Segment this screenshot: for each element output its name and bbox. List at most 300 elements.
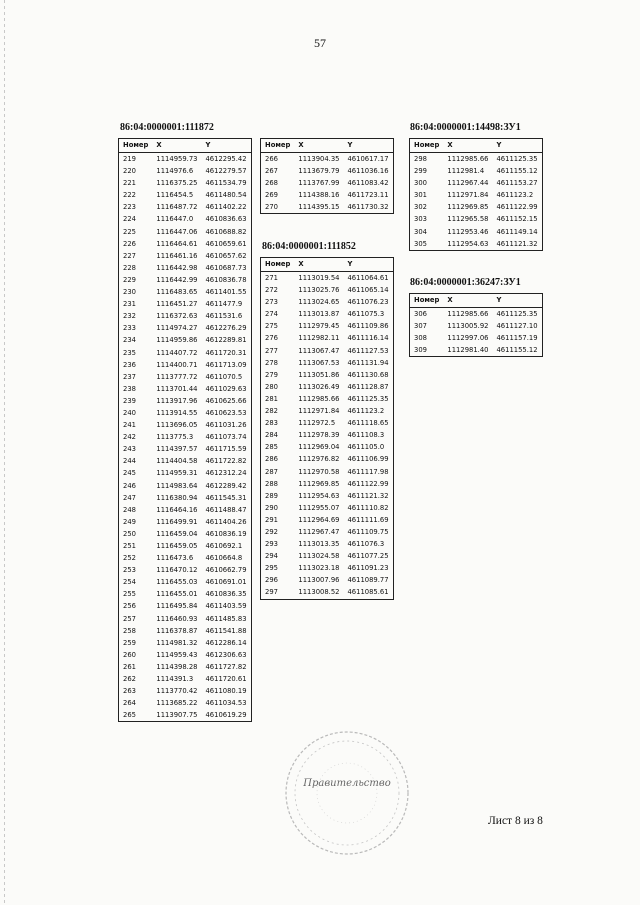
cell-number: 248: [123, 505, 136, 514]
cell-x: 1112981.4: [447, 167, 485, 176]
table-row: [410, 153, 543, 166]
cell-x: 1116451.27: [156, 300, 198, 309]
cell-x: 1112954.63: [447, 239, 489, 248]
cell-x: 1116455.01: [156, 590, 198, 599]
cell-x: 1112969.85: [447, 203, 489, 212]
cell-y: 4611077.25: [347, 552, 389, 561]
cell-y: 4611110.82: [347, 503, 389, 512]
table-row: [261, 165, 394, 177]
table-row: [119, 359, 252, 371]
cell-number: 292: [265, 527, 278, 536]
cell-x: 1116473.6: [156, 554, 194, 563]
cell-x: 1114398.28: [156, 662, 198, 671]
cell-y: 4611064.61: [347, 274, 389, 282]
table-row: [119, 189, 252, 201]
cell-y: 4611029.63: [205, 384, 247, 393]
cell-x: 1113904.35: [298, 155, 340, 163]
cell-number: 269: [265, 191, 278, 200]
cell-y: 4610687.73: [205, 263, 247, 272]
cell-y: 4610657.62: [205, 251, 247, 260]
header-x: X: [443, 139, 492, 153]
table-row: [410, 308, 543, 321]
cell-number: 286: [265, 455, 278, 464]
table-row: [119, 371, 252, 383]
cell-y: 4610623.53: [205, 408, 247, 417]
table-row: [261, 345, 394, 357]
cell-y: 4610625.66: [205, 396, 247, 405]
cell-x: 1113914.55: [156, 408, 198, 417]
header-x: X: [443, 294, 492, 308]
cell-number: 279: [265, 370, 278, 379]
cell-x: 1113024.65: [298, 298, 340, 307]
table-row: [119, 516, 252, 528]
cell-number: 295: [265, 564, 278, 573]
cell-number: 219: [123, 155, 136, 163]
table-row: [119, 286, 252, 298]
cell-y: 4612279.57: [205, 167, 247, 176]
table-row: [261, 586, 394, 599]
table-row: [119, 576, 252, 588]
table-row: [119, 407, 252, 419]
cell-y: 4611722.82: [205, 457, 247, 466]
coordinates-table-14498-zu1: [409, 138, 543, 251]
cell-x: 1112982.11: [298, 334, 340, 343]
table-row: [119, 661, 252, 673]
cell-number: 259: [123, 638, 136, 647]
cell-y: 4610617.17: [347, 155, 389, 163]
table-header-row: [410, 139, 543, 153]
cell-y: 4611117.98: [347, 467, 389, 476]
cell-number: 242: [123, 433, 136, 442]
cell-number: 273: [265, 298, 278, 307]
cell-number: 266: [265, 155, 278, 163]
cell-y: 4612306.63: [205, 650, 247, 659]
coordinates-table-111852: [260, 257, 394, 600]
cell-x: 1114400.71: [156, 360, 198, 369]
header-y: Y: [343, 139, 393, 153]
cell-number: 260: [123, 650, 136, 659]
page-number: 57: [314, 36, 326, 50]
cell-x: 1114407.72: [156, 348, 198, 357]
coordinates-table-111872-continued: [260, 138, 394, 214]
cell-y: 4610836.19: [205, 529, 247, 538]
cell-x: 1112985.66: [447, 155, 489, 163]
cell-y: 4612286.14: [205, 638, 247, 647]
cell-number: 305: [414, 239, 427, 248]
table-row: [119, 334, 252, 346]
cell-number: 251: [123, 542, 136, 550]
cell-x: 1112967.47: [298, 527, 340, 536]
cell-y: 4611121.32: [496, 239, 538, 248]
table-row: [410, 226, 543, 238]
table-row: [119, 504, 252, 516]
table-row: [261, 153, 394, 166]
header-number: Номер: [410, 139, 444, 153]
cell-x: 1112965.58: [447, 215, 489, 224]
cell-number: 249: [123, 517, 136, 526]
cell-y: 4612289.42: [205, 481, 247, 490]
cell-y: 4611480.54: [205, 191, 247, 200]
cell-number: 256: [123, 602, 136, 611]
cell-x: 1112985.66: [298, 394, 340, 403]
table-row: [261, 478, 394, 490]
cell-number: 288: [265, 479, 278, 488]
table-row: [261, 514, 394, 526]
cell-y: 4611485.83: [205, 614, 247, 623]
cell-x: 1116470.12: [156, 566, 198, 575]
table-row: [261, 453, 394, 465]
table-header-row: [261, 258, 394, 272]
parcel-title-14498-zu1: 86:04:0000001:14498:ЗУ1: [410, 122, 521, 133]
cell-x: 1112979.45: [298, 322, 340, 331]
table-row: [119, 262, 252, 274]
cell-x: 1112967.44: [447, 179, 489, 188]
cell-x: 1113679.79: [298, 167, 340, 176]
cell-number: 232: [123, 312, 136, 321]
cell-x: 1114404.58: [156, 457, 198, 466]
cell-number: 268: [265, 179, 278, 188]
cell-y: 4611065.14: [347, 286, 389, 295]
table-row: [119, 213, 252, 225]
table-row: [410, 320, 543, 332]
table-row: [119, 298, 252, 310]
cell-x: 1116464.61: [156, 239, 198, 248]
table-row: [261, 405, 394, 417]
cell-number: 233: [123, 324, 136, 333]
cell-x: 1114388.16: [298, 191, 340, 200]
table-row: [119, 528, 252, 540]
cell-y: 4611111.69: [347, 515, 389, 524]
table-row: [261, 189, 394, 201]
cell-y: 4611116.14: [347, 334, 389, 343]
cell-x: 1116378.87: [156, 626, 198, 635]
cell-y: 4611118.65: [347, 419, 389, 428]
table-row: [261, 381, 394, 393]
cell-y: 4612295.42: [205, 155, 247, 163]
table-row: [119, 419, 252, 431]
cell-x: 1116375.25: [156, 179, 198, 188]
cell-x: 1114976.6: [156, 167, 194, 176]
cell-x: 1113005.92: [447, 322, 489, 331]
cell-number: 291: [265, 515, 278, 524]
cell-x: 1112954.63: [298, 491, 340, 500]
cell-x: 1112985.66: [447, 310, 489, 318]
cell-x: 1113051.86: [298, 370, 340, 379]
cell-y: 4611123.2: [496, 191, 534, 200]
cell-number: 296: [265, 576, 278, 585]
table-row: [119, 431, 252, 443]
table-row: [119, 455, 252, 467]
cell-y: 4611125.35: [347, 394, 389, 403]
table-row: [119, 274, 252, 286]
table-row: [119, 685, 252, 697]
cell-y: 4611076.23: [347, 298, 389, 307]
cell-y: 4612312.24: [205, 469, 247, 478]
cell-y: 4611404.26: [205, 517, 247, 526]
cell-number: 272: [265, 286, 278, 295]
cell-x: 1116461.16: [156, 251, 198, 260]
cell-x: 1113067.53: [298, 358, 340, 367]
table-row: [261, 574, 394, 586]
cell-number: 284: [265, 431, 278, 440]
table-row: [261, 466, 394, 478]
cell-number: 306: [414, 310, 427, 318]
cell-y: 4610664.8: [205, 554, 243, 563]
cell-x: 1114391.3: [156, 675, 194, 684]
table-row: [410, 332, 543, 344]
cell-y: 4611036.16: [347, 167, 389, 176]
table-row: [119, 153, 252, 166]
cell-y: 4610619.29: [205, 711, 247, 720]
cell-x: 1113767.99: [298, 179, 340, 188]
table-row: [119, 177, 252, 189]
coordinates-table-36247-zu1: [409, 293, 543, 357]
cell-y: 4611727.82: [205, 662, 247, 671]
cell-x: 1113685.22: [156, 699, 198, 708]
table-row: [119, 625, 252, 637]
cell-y: 4612289.81: [205, 336, 247, 345]
table-row: [119, 564, 252, 576]
cell-y: 4611153.27: [496, 179, 538, 188]
cell-y: 4611108.3: [347, 431, 385, 440]
cell-y: 4611122.99: [347, 479, 389, 488]
cell-y: 4611157.19: [496, 334, 538, 343]
cell-x: 1116460.93: [156, 614, 198, 623]
table-row: [261, 272, 394, 285]
cell-x: 1113024.58: [298, 552, 340, 561]
cell-y: 4611123.2: [347, 407, 385, 416]
cell-y: 4611106.99: [347, 455, 389, 464]
table-row: [261, 550, 394, 562]
cell-x: 1113775.3: [156, 433, 194, 442]
sheet-number: Лист 8 из 8: [488, 815, 543, 827]
cell-x: 1112981.40: [447, 346, 489, 355]
cell-y: 4611105.0: [347, 443, 385, 452]
cell-y: 4611121.32: [347, 491, 389, 500]
cell-number: 304: [414, 227, 427, 236]
cell-number: 236: [123, 360, 136, 369]
table-row: [119, 600, 252, 612]
cell-x: 1114959.31: [156, 469, 198, 478]
cell-x: 1112955.07: [298, 503, 340, 512]
cell-number: 245: [123, 469, 136, 478]
header-number: Номер: [119, 139, 153, 153]
cell-number: 220: [123, 167, 136, 176]
cell-number: 252: [123, 554, 136, 563]
table-row: [410, 165, 543, 177]
cell-x: 1116447.0: [156, 215, 194, 224]
table-row: [119, 443, 252, 455]
cell-x: 1114974.27: [156, 324, 198, 333]
cell-x: 1113008.52: [298, 588, 340, 597]
cell-y: 4611155.12: [496, 346, 538, 355]
cell-x: 1113013.35: [298, 540, 340, 549]
cell-y: 4611715.59: [205, 445, 247, 454]
cell-number: 261: [123, 662, 136, 671]
cell-number: 264: [123, 699, 136, 708]
stamp-text: Правительство: [303, 778, 391, 789]
cell-number: 270: [265, 203, 278, 212]
table-row: [261, 538, 394, 550]
cell-y: 4611401.55: [205, 288, 247, 297]
cell-number: 278: [265, 358, 278, 367]
cell-number: 283: [265, 419, 278, 428]
table-row: [119, 383, 252, 395]
header-y: Y: [201, 139, 251, 153]
cell-y: 4611083.42: [347, 179, 389, 188]
cell-y: 4611122.99: [496, 203, 538, 212]
cell-y: 4611541.88: [205, 626, 247, 635]
cell-number: 230: [123, 288, 136, 297]
table-row: [261, 332, 394, 344]
parcel-title-111852: 86:04:0000001:111852: [262, 241, 356, 252]
cell-number: 234: [123, 336, 136, 345]
cell-number: 228: [123, 263, 136, 272]
cell-number: 282: [265, 407, 278, 416]
cell-number: 222: [123, 191, 136, 200]
cell-y: 4611531.6: [205, 312, 243, 321]
table-row: [119, 649, 252, 661]
cell-y: 4611073.74: [205, 433, 247, 442]
cell-number: 238: [123, 384, 136, 393]
cell-number: 263: [123, 687, 136, 696]
cell-y: 4611477.9: [205, 300, 243, 309]
cell-y: 4611131.94: [347, 358, 389, 367]
cell-x: 1116483.65: [156, 288, 198, 297]
official-stamp: [282, 728, 412, 862]
cell-y: 4611109.86: [347, 322, 389, 331]
cell-number: 235: [123, 348, 136, 357]
table-row: [261, 393, 394, 405]
table-row: [119, 492, 252, 504]
header-x: X: [152, 139, 201, 153]
cell-number: 294: [265, 552, 278, 561]
cell-x: 1116499.91: [156, 517, 198, 526]
coordinates-table-111872: [118, 138, 252, 722]
cell-y: 4611720.61: [205, 675, 247, 684]
cell-number: 262: [123, 675, 136, 684]
cell-number: 255: [123, 590, 136, 599]
cell-x: 1116442.98: [156, 263, 198, 272]
cell-x: 1112971.84: [298, 407, 340, 416]
table-row: [119, 201, 252, 213]
cell-number: 285: [265, 443, 278, 452]
cell-y: 4611070.5: [205, 372, 243, 381]
cell-x: 1113777.72: [156, 372, 198, 381]
cell-y: 4611545.31: [205, 493, 247, 502]
table-row: [119, 250, 252, 262]
cell-number: 229: [123, 275, 136, 284]
table-row: [261, 296, 394, 308]
cell-y: 4611075.3: [347, 310, 385, 319]
cell-x: 1114395.15: [298, 203, 340, 212]
header-y: Y: [343, 258, 393, 272]
cell-number: 221: [123, 179, 136, 188]
table-row: [261, 562, 394, 574]
cell-x: 1116459.04: [156, 529, 198, 538]
table-row: [119, 226, 252, 238]
table-row: [119, 552, 252, 564]
cell-x: 1116447.06: [156, 227, 198, 236]
table-row: [119, 238, 252, 250]
cell-number: 301: [414, 191, 427, 200]
cell-number: 298: [414, 155, 427, 163]
table-row: [261, 284, 394, 296]
cell-number: 287: [265, 467, 278, 476]
cell-y: 4611109.75: [347, 527, 389, 536]
cell-y: 4611155.12: [496, 167, 538, 176]
cell-number: 247: [123, 493, 136, 502]
cell-y: 4610662.79: [205, 566, 247, 575]
cell-number: 223: [123, 203, 136, 212]
cell-x: 1113907.75: [156, 711, 198, 720]
table-row: [261, 441, 394, 453]
cell-number: 237: [123, 372, 136, 381]
cell-x: 1116442.99: [156, 275, 198, 284]
cell-number: 250: [123, 529, 136, 538]
table-row: [261, 429, 394, 441]
table-row: [119, 467, 252, 479]
cell-y: 4611488.47: [205, 505, 247, 514]
cell-number: 253: [123, 566, 136, 575]
table-row: [119, 697, 252, 709]
cell-number: 293: [265, 540, 278, 549]
cell-x: 1113025.76: [298, 286, 340, 295]
header-number: Номер: [261, 139, 295, 153]
cell-y: 4611127.10: [496, 322, 538, 331]
cell-number: 258: [123, 626, 136, 635]
cell-x: 1112997.06: [447, 334, 489, 343]
cell-x: 1114959.43: [156, 650, 198, 659]
header-number: Номер: [261, 258, 295, 272]
cell-x: 1113696.05: [156, 421, 198, 430]
table-header-row: [119, 139, 252, 153]
cell-x: 1114959.86: [156, 336, 198, 345]
header-x: X: [294, 258, 343, 272]
cell-y: 4610688.82: [205, 227, 247, 236]
header-y: Y: [492, 294, 542, 308]
cell-x: 1116380.94: [156, 493, 198, 502]
table-row: [119, 165, 252, 177]
table-row: [119, 673, 252, 685]
cell-number: 309: [414, 346, 427, 355]
cell-x: 1112953.46: [447, 227, 489, 236]
table-row: [119, 347, 252, 359]
cell-y: 4611723.11: [347, 191, 389, 200]
cell-number: 276: [265, 334, 278, 343]
table-row: [119, 322, 252, 334]
table-row: [119, 637, 252, 649]
cell-x: 1116459.05: [156, 542, 198, 550]
cell-x: 1112976.82: [298, 455, 340, 464]
cell-number: 299: [414, 167, 427, 176]
cell-number: 224: [123, 215, 136, 224]
cell-number: 290: [265, 503, 278, 512]
table-row: [119, 540, 252, 552]
cell-x: 1114981.32: [156, 638, 198, 647]
cell-y: 4610692.1: [205, 542, 243, 550]
cell-number: 243: [123, 445, 136, 454]
cell-y: 4610836.78: [205, 275, 247, 284]
cell-y: 4611080.19: [205, 687, 247, 696]
cell-number: 225: [123, 227, 136, 236]
cell-x: 1112969.85: [298, 479, 340, 488]
table-row: [261, 490, 394, 502]
cell-x: 1113023.18: [298, 564, 340, 573]
cell-x: 1113013.87: [298, 310, 340, 319]
cell-x: 1112978.39: [298, 431, 340, 440]
cell-number: 302: [414, 203, 427, 212]
